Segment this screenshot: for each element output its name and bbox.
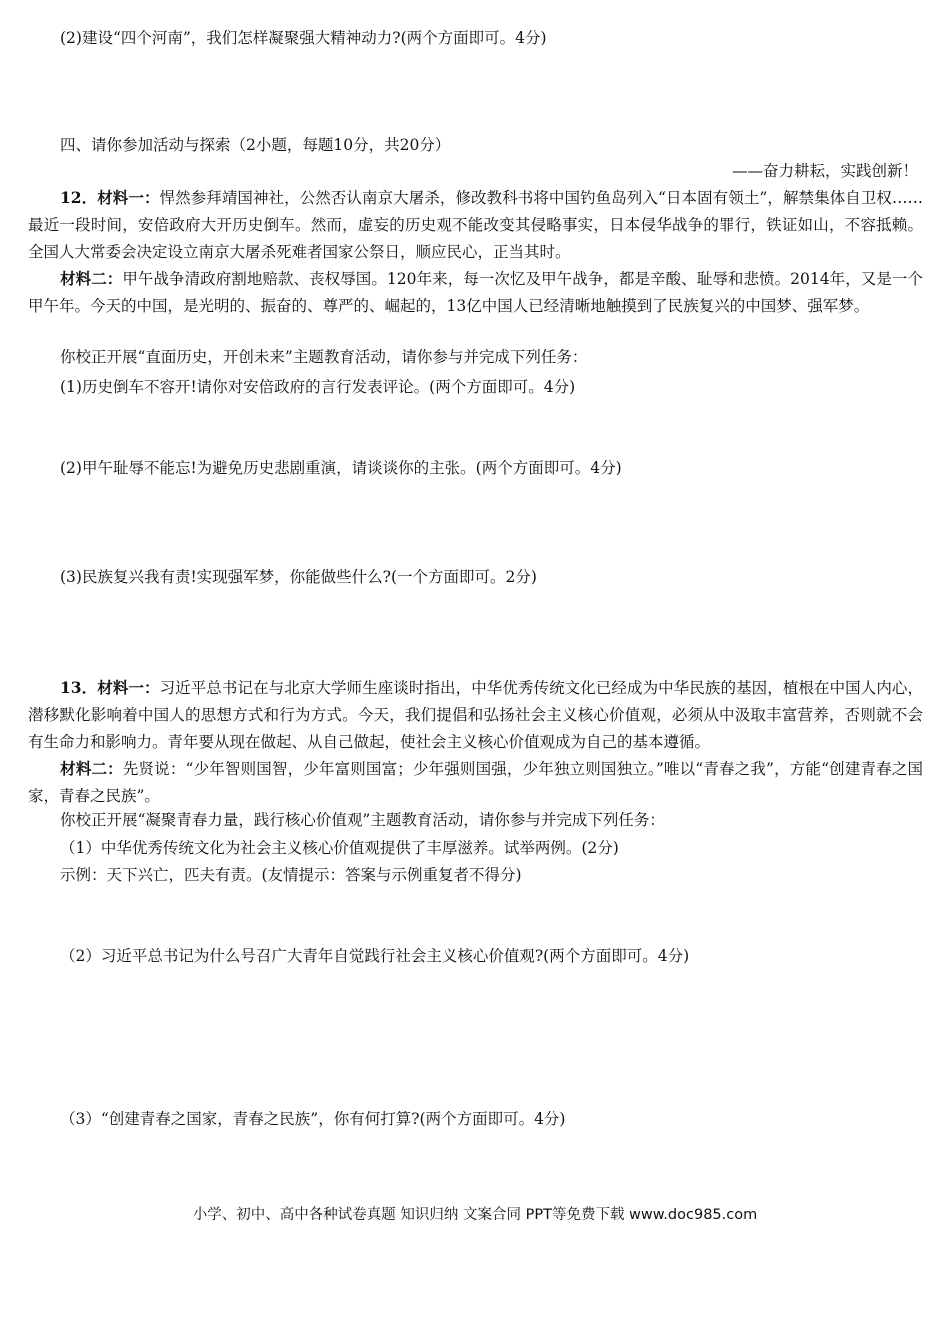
q11-part2: (2)建设“四个河南”，我们怎样凝聚强大精神动力?(两个方面即可。4分) bbox=[60, 29, 547, 47]
q12-material-2-label: 材料二： bbox=[60, 269, 123, 288]
q13-sub1: （1）中华优秀传统文化为社会主义核心价值观提供了丰厚滋养。试举两例。(2分) bbox=[60, 839, 619, 857]
section-4-motto: ——奋力耕耘，实践创新！ bbox=[731, 162, 918, 180]
q13-material-1-label: 13．材料一： bbox=[60, 678, 160, 697]
q12-material-2-text: 甲午战争清政府割地赔款、丧权辱国。120年来，每一次忆及甲午战争，都是辛酸、耻辱和悲愤。2014年，又是一个甲午年。今天的中国，是光明的、振奋的、尊严的、崛起的，13亿中国人已经清晰地触摸到了民族复兴的中国梦、强军梦。 bbox=[28, 270, 923, 315]
q12-sub3: (3)民族复兴我有责!实现强军梦，你能做些什么?(一个方面即可。2分) bbox=[60, 568, 537, 586]
q13-example: 示例：天下兴亡，匹夫有责。(友情提示：答案与示例重复者不得分) bbox=[60, 866, 522, 884]
q12-sub2: (2)甲午耻辱不能忘!为避免历史悲剧重演，请谈谈你的主张。(两个方面即可。4分) bbox=[60, 459, 622, 477]
q13-material-1 bbox=[28, 674, 923, 756]
q13-sub3: （3）“创建青春之国家，青春之民族”，你有何打算?(两个方面即可。4分) bbox=[60, 1110, 566, 1128]
q12-material-1-label: 12．材料一： bbox=[60, 188, 160, 207]
q13-sub2: （2）习近平总书记为什么号召广大青年自觉践行社会主义核心价值观?(两个方面即可。4分) bbox=[60, 947, 690, 965]
q13-intro: 你校正开展“凝聚青春力量，践行核心价值观”主题教育活动，请你参与并完成下列任务： bbox=[60, 811, 665, 829]
q12-material-1-text: 悍然参拜靖国神社，公然否认南京大屠杀，修改教科书将中国钓鱼岛列入“日本固有领土”，解禁集体自卫权……最近一段时间，安倍政府大开历史倒车。然而，虚妄的历史观不能改变其侵略事实，日本侵华战争的罪行，铁证如山，不容抵赖。全国人大常委会决定设立南京大屠杀死难者国家公祭日，顺应民心，正当其时。 bbox=[28, 189, 923, 261]
page-footer: 小学、初中、高中各种试卷真题 知识归纳 文案合同 PPT等免费下载 www.doc985.com bbox=[192, 1207, 758, 1223]
section-4-heading: 四、请你参加活动与探索（2小题，每题10分，共20分） bbox=[60, 136, 451, 154]
q12-sub1: (1)历史倒车不容开!请你对安倍政府的言行发表评论。(两个方面即可。4分) bbox=[60, 378, 576, 396]
q12-material-2 bbox=[28, 265, 923, 320]
q13-material-2-text: 先贤说：“少年智则国智，少年富则国富；少年强则国强，少年独立则国独立。”唯以“青春之我”，方能“创建青春之国家，青春之民族”。 bbox=[28, 760, 923, 805]
q13-material-2-label: 材料二： bbox=[60, 759, 123, 778]
q13-material-1-text: 习近平总书记在与北京大学师生座谈时指出，中华优秀传统文化已经成为中华民族的基因，植根在中国人内心，潜移默化影响着中国人的思想方式和行为方式。今天，我们提倡和弘扬社会主义核心价值观，必须从中汲取丰富营养，否则就不会有生命力和影响力。青年要从现在做起、从自己做起，使社会主义核心价值观成为自己的基本遵循。 bbox=[28, 679, 923, 751]
q12-material-1 bbox=[28, 184, 923, 266]
q12-intro: 你校正开展“直面历史，开创未来”主题教育活动，请你参与并完成下列任务： bbox=[60, 348, 588, 366]
q13-material-2 bbox=[28, 755, 923, 810]
